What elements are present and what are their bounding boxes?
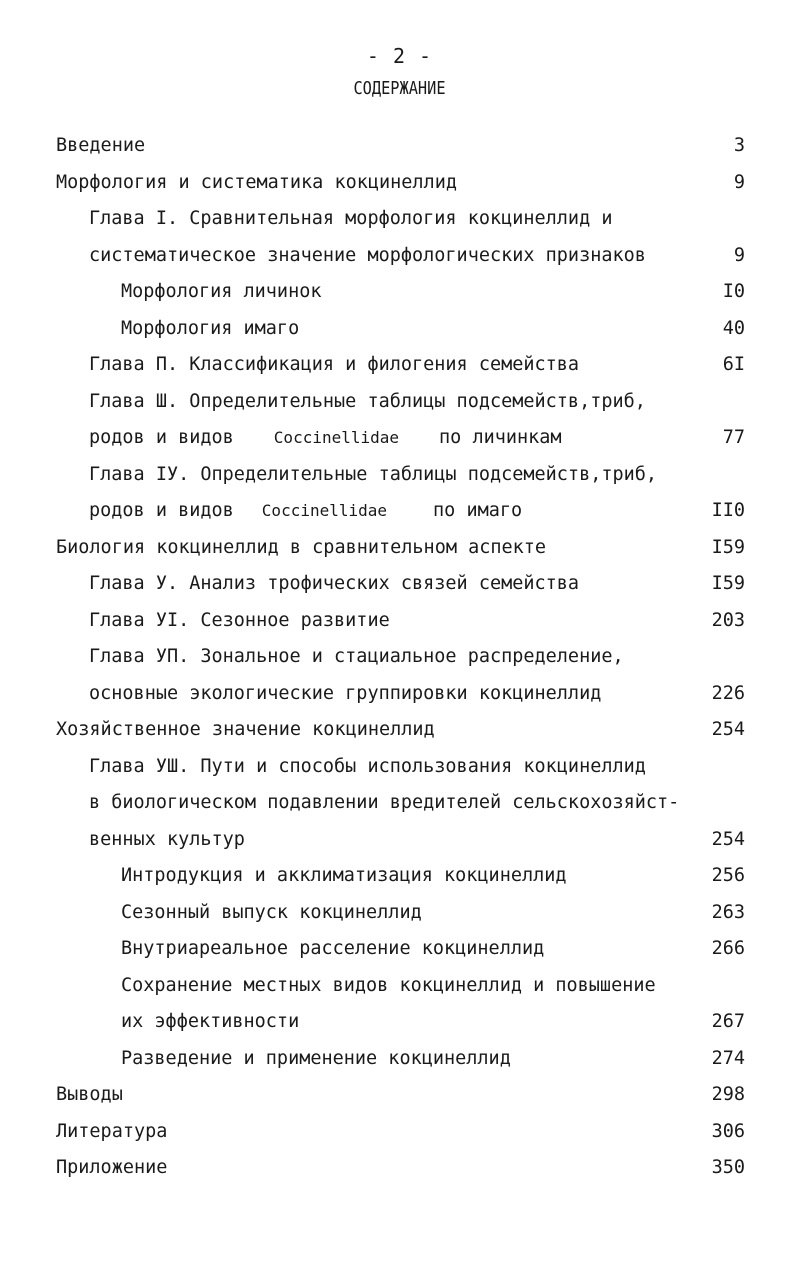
toc-entry-page: 306 (711, 1120, 745, 1142)
toc-entry-page: 3 (733, 135, 745, 156)
toc-entry-page: 263 (711, 901, 745, 923)
latin-taxon-name: Coccinellidae (261, 501, 388, 520)
toc-entry-chapter-3-line-1 (0, 384, 799, 421)
toc-entry-text: основные экологические группировки кокцинеллид (89, 682, 602, 704)
toc-entry-text: Сохранение местных видов кокцинеллид и повышение (121, 974, 656, 996)
toc-entry-page: 6I (722, 354, 745, 375)
toc-entry-chapter-8-line-3 (0, 822, 799, 859)
table-of-contents (0, 128, 799, 1187)
toc-entry-page: 274 (711, 1047, 745, 1069)
toc-entry-text-pre: родов и видов (89, 427, 234, 448)
toc-entry-page: 203 (711, 609, 745, 631)
toc-entry-text: венных культур (89, 828, 245, 850)
toc-entry-text: их эффективности (121, 1011, 300, 1032)
toc-entry-conclusions (0, 1077, 799, 1114)
toc-entry-chapter-8-line-1 (0, 749, 799, 786)
toc-entry-text: Глава УШ. Пути и способы использования кокцинеллид (89, 755, 646, 777)
toc-entry-page: I59 (711, 573, 745, 594)
toc-entry-chapter-4-line-2 (0, 493, 799, 530)
toc-entry-chapter-1-line-2 (0, 238, 799, 275)
toc-entry-text: Морфология и систематика кокцинеллид (56, 171, 457, 193)
toc-entry-text: Интродукция и акклиматизация кокцинеллид (121, 865, 567, 886)
toc-entry-text: Биология кокцинеллид в сравнительном аспекте (56, 536, 547, 558)
toc-entry-chapter-6 (0, 603, 799, 640)
page-title: СОДЕРЖАНИЕ (353, 78, 446, 99)
toc-entry-text: систематическое значение морфологических признаков (89, 244, 646, 266)
toc-entry-economic-significance (0, 712, 799, 749)
toc-entry-page: 298 (711, 1084, 745, 1105)
toc-entry-text: Глава УI. Сезонное развитие (89, 609, 390, 631)
toc-entry-chapter-2 (0, 347, 799, 384)
toc-entry-text: Глава I. Сравнительная морфология кокцинеллид и (89, 208, 613, 229)
toc-entry-page: 226 (711, 682, 745, 704)
toc-entry-page: 267 (711, 1011, 745, 1032)
toc-entry-larvae-morphology (0, 274, 799, 311)
toc-entry-conservation-line-2 (0, 1004, 799, 1041)
toc-entry-page: 40 (722, 317, 745, 339)
toc-entry-conservation-line-1 (0, 968, 799, 1005)
toc-entry-text: Морфология имаго (121, 317, 300, 339)
toc-entry-text: Сезонный выпуск кокцинеллид (121, 901, 422, 923)
toc-entry-text: Выводы (56, 1084, 123, 1105)
toc-entry-text-post: по личинкам (439, 427, 562, 448)
toc-entry-chapter-5 (0, 566, 799, 603)
toc-entry-page: 256 (711, 865, 745, 886)
toc-entry-biology (0, 530, 799, 567)
latin-taxon-name: Coccinellidae (273, 428, 400, 447)
toc-entry-page: 77 (722, 427, 745, 448)
toc-entry-page: I59 (711, 536, 745, 558)
toc-entry-appendix (0, 1150, 799, 1187)
toc-entry-morphology-systematics (0, 165, 799, 202)
toc-entry-chapter-3-line-2 (0, 420, 799, 457)
toc-entry-page: 350 (711, 1157, 745, 1178)
toc-entry-literature (0, 1114, 799, 1151)
toc-entry-page: 266 (711, 938, 745, 959)
toc-entry-text: Глава У. Анализ трофических связей семейства (89, 573, 580, 594)
toc-entry-text: Глава УП. Зональное и стациальное распределение, (89, 646, 624, 667)
toc-entry-rearing-application (0, 1041, 799, 1078)
toc-entry-introduction-acclimatization (0, 858, 799, 895)
toc-entry-text: Литература (56, 1120, 168, 1142)
toc-entry-page: I0 (722, 281, 745, 302)
toc-entry-text: в биологическом подавлении вредителей сельскохозяйст- (89, 792, 680, 813)
toc-entry-text: Приложение (56, 1157, 168, 1178)
toc-entry-chapter-7-line-1 (0, 639, 799, 676)
toc-entry-text: Глава IУ. Определительные таблицы подсемейств,триб, (89, 463, 658, 485)
toc-entry-seasonal-release (0, 895, 799, 932)
toc-entry-page: 254 (711, 719, 745, 740)
toc-entry-text: Разведение и применение кокцинеллид (121, 1047, 511, 1069)
toc-entry-chapter-8-line-2 (0, 785, 799, 822)
toc-entry-imago-morphology (0, 311, 799, 348)
toc-entry-chapter-1-line-1 (0, 201, 799, 238)
toc-entry-text: Глава Ш. Определительные таблицы подсемейств,триб, (89, 390, 646, 412)
toc-entry-page: 9 (733, 171, 745, 193)
toc-entry-text-pre: родов и видов (89, 500, 234, 521)
toc-entry-introduction (0, 128, 799, 165)
toc-entry-page: 254 (711, 828, 745, 850)
toc-entry-page: 9 (733, 244, 745, 266)
toc-entry-text: Введение (56, 135, 146, 156)
toc-entry-text (89, 420, 562, 457)
toc-entry-text: Внутриареальное расселение кокцинеллид (121, 938, 545, 959)
toc-entry-intra-range-dispersal (0, 931, 799, 968)
toc-entry-page: II0 (711, 500, 745, 521)
toc-entry-text (89, 493, 522, 530)
toc-entry-text: Глава П. Классификация и филогения семейства (89, 354, 580, 375)
toc-entry-text-post: по имаго (433, 500, 523, 521)
toc-entry-text: Морфология личинок (121, 281, 322, 302)
toc-entry-chapter-4-line-1 (0, 457, 799, 494)
page-number: - 2 - (366, 44, 433, 68)
toc-entry-chapter-7-line-2 (0, 676, 799, 713)
toc-entry-text: Хозяйственное значение кокцинеллид (56, 719, 435, 740)
